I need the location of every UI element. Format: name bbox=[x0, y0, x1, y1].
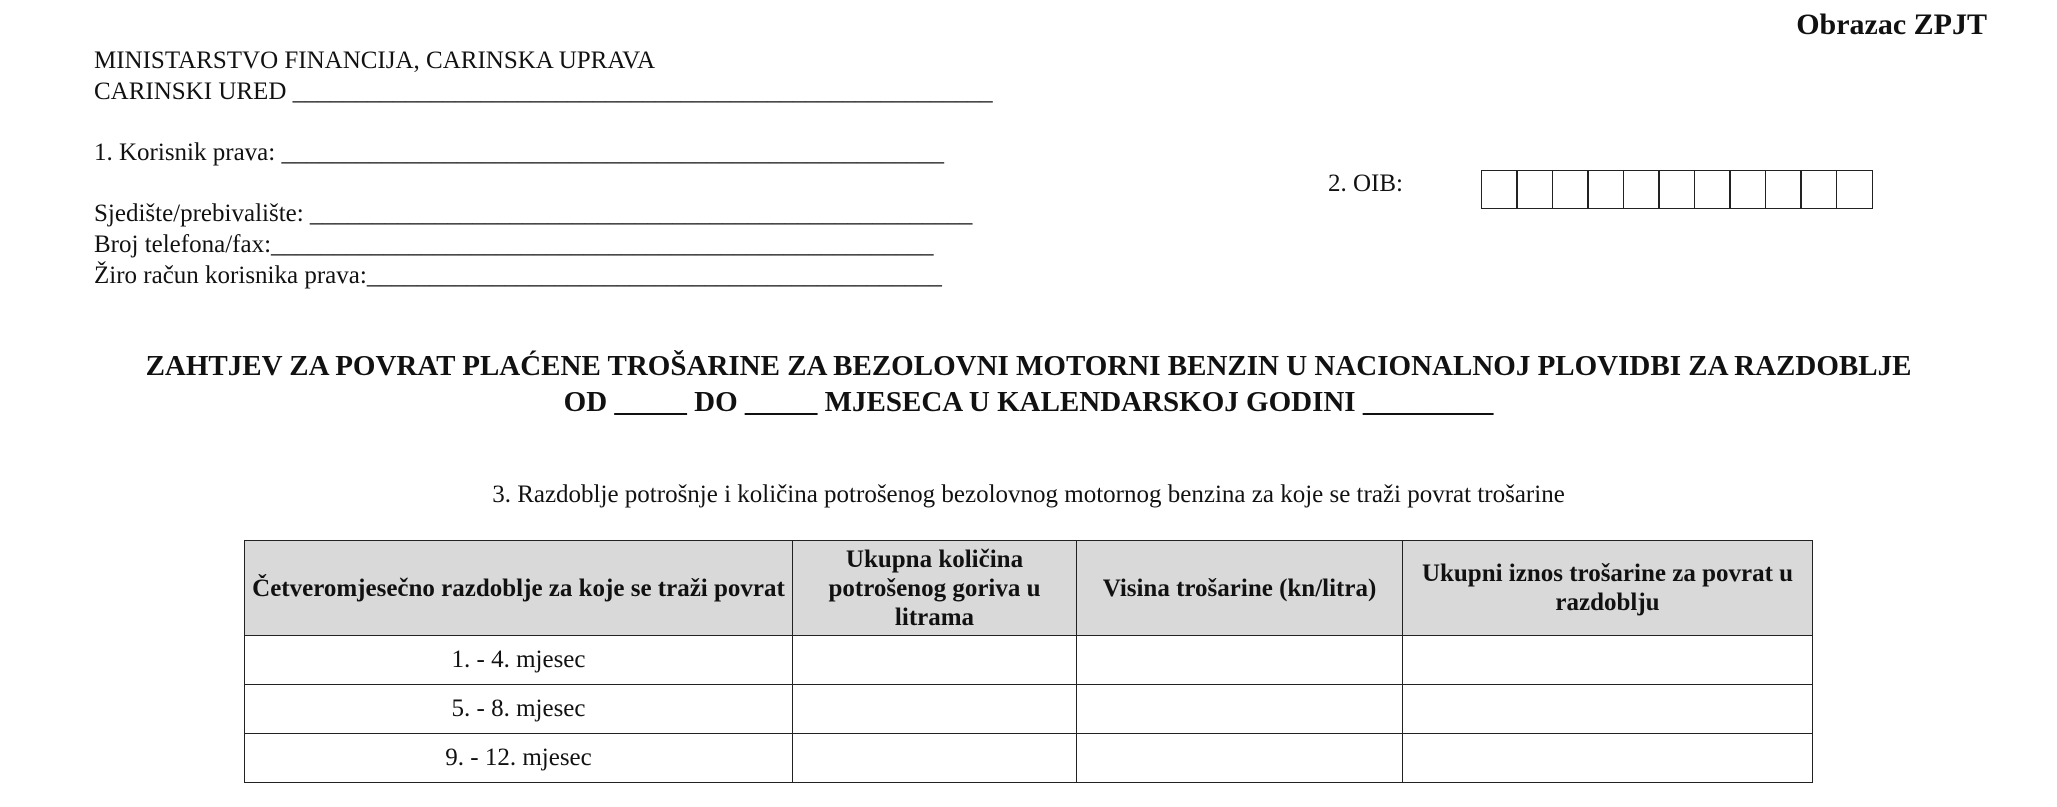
table-header-row bbox=[245, 541, 1813, 636]
excise-rate-cell[interactable] bbox=[1077, 685, 1403, 734]
excise-rate-cell[interactable] bbox=[1077, 734, 1403, 783]
oib-digit-box[interactable] bbox=[1694, 170, 1731, 209]
column-header-period: Četveromjesečno razdoblje za koje se traži povrat bbox=[245, 541, 793, 636]
form-code: Obrazac ZPJT bbox=[1796, 8, 1987, 41]
oib-digit-box[interactable] bbox=[1516, 170, 1553, 209]
oib-digit-box[interactable] bbox=[1765, 170, 1802, 209]
period-cell: 9. - 12. mjesec bbox=[245, 734, 793, 783]
phone-field[interactable]: Broj telefona/fax:_____________________________________________________ bbox=[94, 231, 934, 258]
total-excise-cell[interactable] bbox=[1403, 685, 1813, 734]
total-excise-cell[interactable] bbox=[1403, 734, 1813, 783]
consumption-table bbox=[244, 540, 1813, 783]
table-row bbox=[245, 685, 1813, 734]
table-row bbox=[245, 636, 1813, 685]
seat-field[interactable]: Sjedište/prebivalište: _____________________________________________________ bbox=[94, 200, 973, 227]
quantity-cell[interactable] bbox=[793, 734, 1077, 783]
oib-digit-box[interactable] bbox=[1658, 170, 1695, 209]
oib-digit-box[interactable] bbox=[1552, 170, 1589, 209]
oib-digit-box[interactable] bbox=[1836, 170, 1873, 209]
request-title-line2: OD _____ DO _____ MJESECA U KALENDARSKOJ GODINI _________ bbox=[563, 386, 1494, 418]
quantity-cell[interactable] bbox=[793, 636, 1077, 685]
oib-digit-box[interactable] bbox=[1481, 170, 1518, 209]
oib-digit-box[interactable] bbox=[1587, 170, 1624, 209]
period-cell: 5. - 8. mjesec bbox=[245, 685, 793, 734]
excise-rate-cell[interactable] bbox=[1077, 636, 1403, 685]
customs-office-field[interactable]: CARINSKI URED ________________________________________________________ bbox=[94, 78, 993, 105]
oib-digit-box[interactable] bbox=[1800, 170, 1837, 209]
ministry-heading: MINISTARSTVO FINANCIJA, CARINSKA UPRAVA bbox=[94, 47, 656, 74]
oib-input[interactable] bbox=[1482, 170, 1873, 209]
column-header-excise-rate: Visina trošarine (kn/litra) bbox=[1077, 541, 1403, 636]
period-cell: 1. - 4. mjesec bbox=[245, 636, 793, 685]
quantity-cell[interactable] bbox=[793, 685, 1077, 734]
account-field[interactable]: Žiro račun korisnika prava:______________________________________________ bbox=[94, 262, 942, 289]
oib-label: 2. OIB: bbox=[1328, 170, 1403, 197]
oib-digit-box[interactable] bbox=[1729, 170, 1766, 209]
table-row bbox=[245, 734, 1813, 783]
column-header-quantity: Ukupna količina potrošenog goriva u litrama bbox=[793, 541, 1077, 636]
total-excise-cell[interactable] bbox=[1403, 636, 1813, 685]
request-title-line1: ZAHTJEV ZA POVRAT PLAĆENE TROŠARINE ZA BEZOLOVNI MOTORNI BENZIN U NACIONALNOJ PLOVIDBI ZA RAZDOBLJE bbox=[145, 350, 1912, 382]
section-3-heading: 3. Razdoblje potrošnje i količina potrošenog bezolovnog motornog benzina za koje se traži povrat trošarine bbox=[492, 481, 1565, 508]
beneficiary-field[interactable]: 1. Korisnik prava: _____________________________________________________ bbox=[94, 139, 944, 166]
column-header-total-excise: Ukupni iznos trošarine za povrat u razdoblju bbox=[1403, 541, 1813, 636]
oib-digit-box[interactable] bbox=[1623, 170, 1660, 209]
